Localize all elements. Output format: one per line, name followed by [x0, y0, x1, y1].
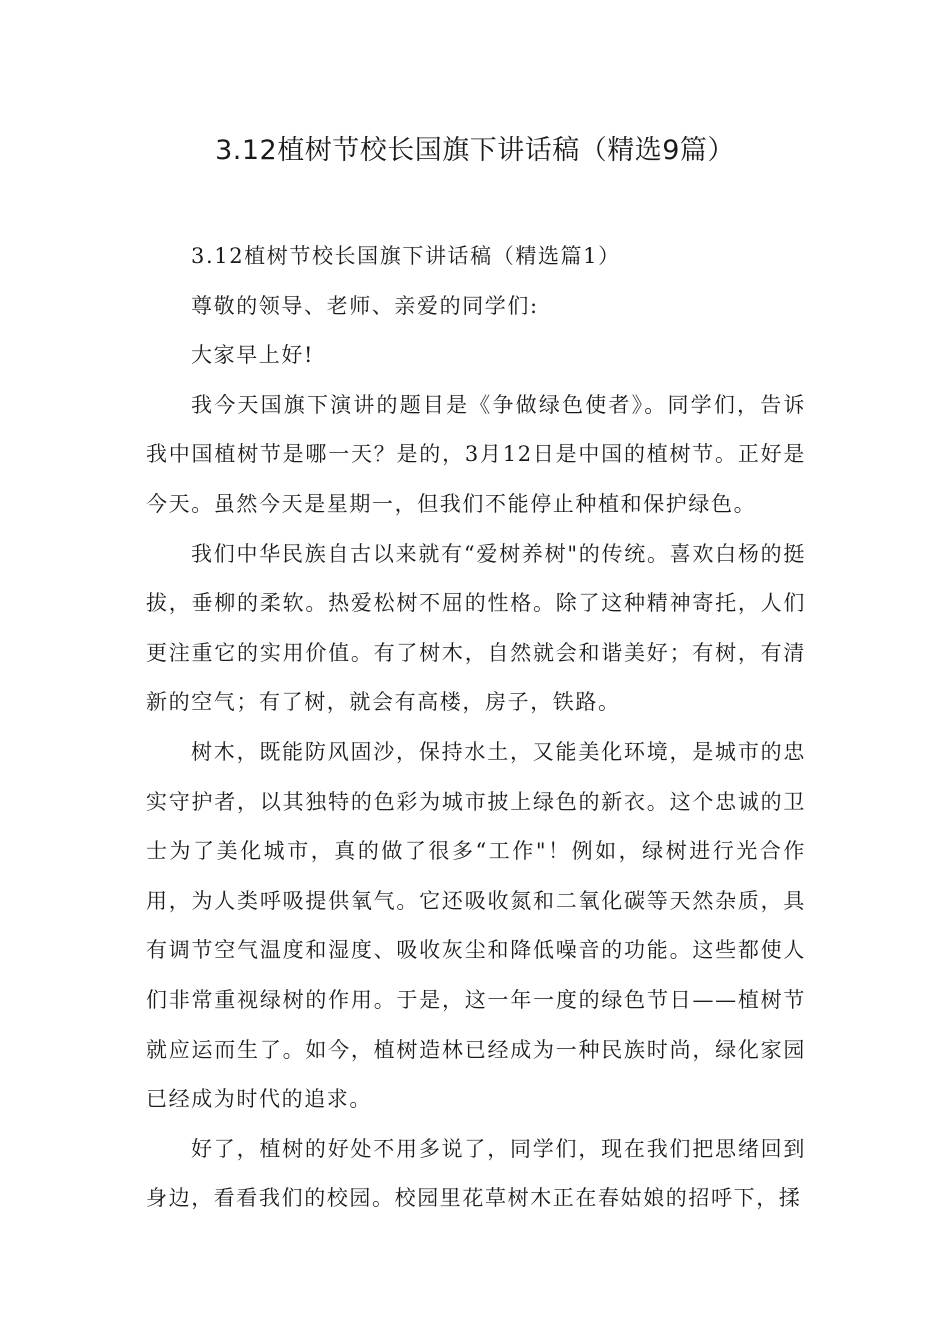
greeting: 大家早上好!: [191, 343, 315, 368]
document-body: [146, 232, 806, 1224]
document-title: 3.12植树节校长国旗下讲话稿（精选9篇）: [215, 135, 735, 166]
paragraph: 好了，植树的好处不用多说了，同学们，现在我们把思绪回到身边，看看我们的校园。校园里花草树木正在春姑娘的招呼下，揉: [146, 1136, 806, 1211]
paragraph: 我今天国旗下演讲的题目是《争做绿色使者》。同学们，告诉我中国植树节是哪一天？是的，3月12日是中国的植树节。正好是今天。虽然今天是星期一，但我们不能停止种植和保护绿色。: [146, 392, 806, 516]
paragraph: 我们中华民族自古以来就有“爱树养树"的传统。喜欢白杨的挺拔，垂柳的柔软。热爱松树不屈的性格。除了这种精神寄托，人们更注重它的实用价值。有了树木，自然就会和谐美好；有树，有清新的空气；有了树，就会有高楼，房子，铁路。: [146, 541, 806, 715]
salutation: 尊敬的领导、老师、亲爱的同学们:: [191, 293, 539, 318]
section-heading: 3.12植树节校长国旗下讲话稿（精选篇1）: [191, 244, 621, 268]
paragraph: 树木，既能防风固沙，保持水土，又能美化环境，是城市的忠实守护者，以其独特的色彩为城市披上绿色的新衣。这个忠诚的卫士为了美化城市，真的做了很多“工作"！例如，绿树进行光合作用，为人类呼吸提供氧气。它还吸收氮和二氧化碳等天然杂质，具有调节空气温度和湿度、吸收灰尘和降低噪音的功能。这些都使人们非常重视绿树的作用。于是，这一年一度的绿色节日——植树节就应运而生了。如今，植树造林已经成为一种民族时尚，绿化家园已经成为时代的追求。: [146, 739, 806, 1112]
